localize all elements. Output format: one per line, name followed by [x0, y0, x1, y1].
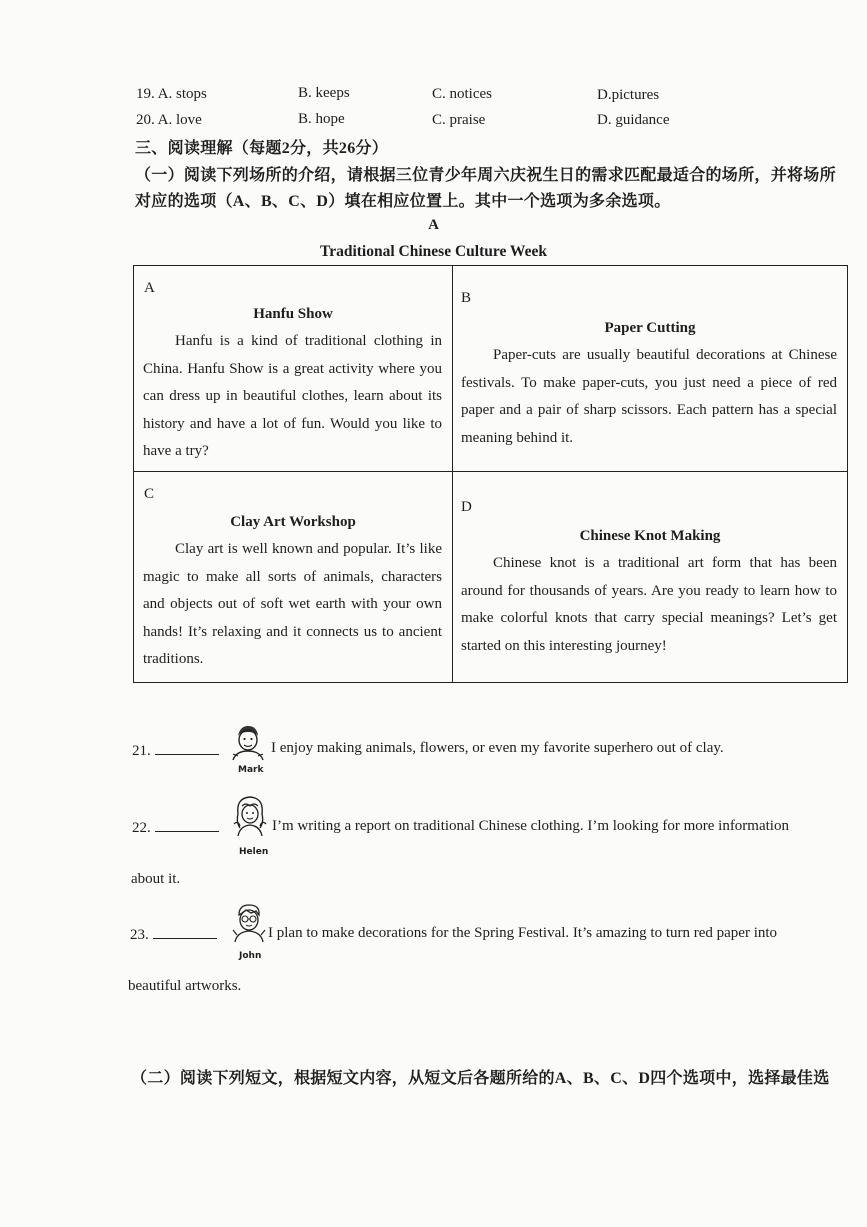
card-body: Chinese knot is a traditional art form that has been around for thousands of years. Are you ready to learn how to make colorful knots that carry special meanings? Let’s get started on this interesting journey!	[461, 555, 837, 654]
answer-blank[interactable]	[155, 740, 219, 755]
avatar-name: Mark	[238, 765, 264, 775]
card-body: Clay art is well known and popular. It’s like magic to make all sorts of animals, characters and objects out of soft wet earth with your own hands! It’s relaxing and it connects us to ancient traditions.	[143, 541, 442, 668]
section-heading: 三、阅读理解（每题2分，共26分）	[135, 140, 389, 157]
q19-option-c: C. notices	[432, 86, 492, 102]
q20-option-c: C. praise	[432, 112, 486, 128]
answer-blank[interactable]	[155, 817, 219, 832]
question-22-text-cont: about it.	[131, 871, 181, 887]
q19-option-d: D.pictures	[597, 87, 660, 103]
q20-option-d: D. guidance	[597, 112, 670, 128]
question-22	[132, 817, 219, 837]
card-title: Paper Cutting	[604, 320, 696, 336]
boy-glasses-avatar-icon	[229, 902, 269, 946]
passage-title: Traditional Chinese Culture Week	[320, 243, 547, 260]
card-body: Hanfu is a kind of traditional clothing in China. Hanfu Show is a great activity where you can dress up in beautiful clothes, learn about its history and have a lot of fun. Would you like to have a try?	[143, 333, 442, 460]
passage-label: A	[428, 217, 439, 233]
activity-table	[133, 265, 848, 683]
q19-option-a: 19. A. stops	[136, 86, 207, 102]
card-body: Paper-cuts are usually beautiful decorations at Chinese festivals. To make paper-cuts, you just need a piece of red paper and a pair of sharp scissors. Each pattern has a special meaning behind it.	[461, 347, 837, 446]
instruction-line-1: （一）阅读下列场所的介绍，请根据三位青少年周六庆祝生日的需求匹配最适合的场所，并将场所	[135, 167, 836, 184]
answer-blank[interactable]	[153, 924, 217, 939]
boy-avatar-icon	[228, 722, 268, 766]
card-title: Clay Art Workshop	[230, 514, 356, 530]
q20-option-a: 20. A. love	[136, 112, 202, 128]
card-title: Chinese Knot Making	[579, 528, 721, 544]
card-d	[453, 472, 848, 683]
q20-option-b: B. hope	[298, 111, 345, 127]
card-letter: D	[461, 499, 472, 515]
card-title: Hanfu Show	[253, 306, 333, 322]
card-a	[134, 266, 453, 472]
card-letter: A	[144, 280, 155, 296]
question-21-text: I enjoy making animals, flowers, or even my favorite superhero out of clay.	[271, 740, 724, 756]
card-b	[453, 266, 848, 472]
question-23-text-cont: beautiful artworks.	[128, 978, 242, 994]
card-letter: B	[461, 290, 472, 306]
avatar-name: Helen	[239, 847, 269, 857]
question-number: 21.	[132, 743, 151, 759]
question-number: 22.	[132, 820, 151, 836]
q19-option-b: B. keeps	[298, 85, 350, 101]
part2-instruction: （二）阅读下列短文，根据短文内容，从短文后各题所给的A、B、C、D四个选项中，选择最佳选	[131, 1070, 830, 1087]
question-23	[130, 924, 217, 944]
card-c	[134, 472, 453, 683]
question-22-text: I’m writing a report on traditional Chinese clothing. I’m looking for more information	[272, 818, 789, 834]
question-number: 23.	[130, 927, 149, 943]
avatar-name: John	[239, 951, 262, 961]
card-letter: C	[144, 486, 155, 502]
girl-avatar-icon	[230, 794, 270, 838]
question-21	[132, 740, 219, 760]
question-23-text: I plan to make decorations for the Spring Festival. It’s amazing to turn red paper into	[268, 925, 778, 941]
instruction-line-2: 对应的选项（A、B、C、D）填在相应位置上。其中一个选项为多余选项。	[135, 193, 671, 210]
